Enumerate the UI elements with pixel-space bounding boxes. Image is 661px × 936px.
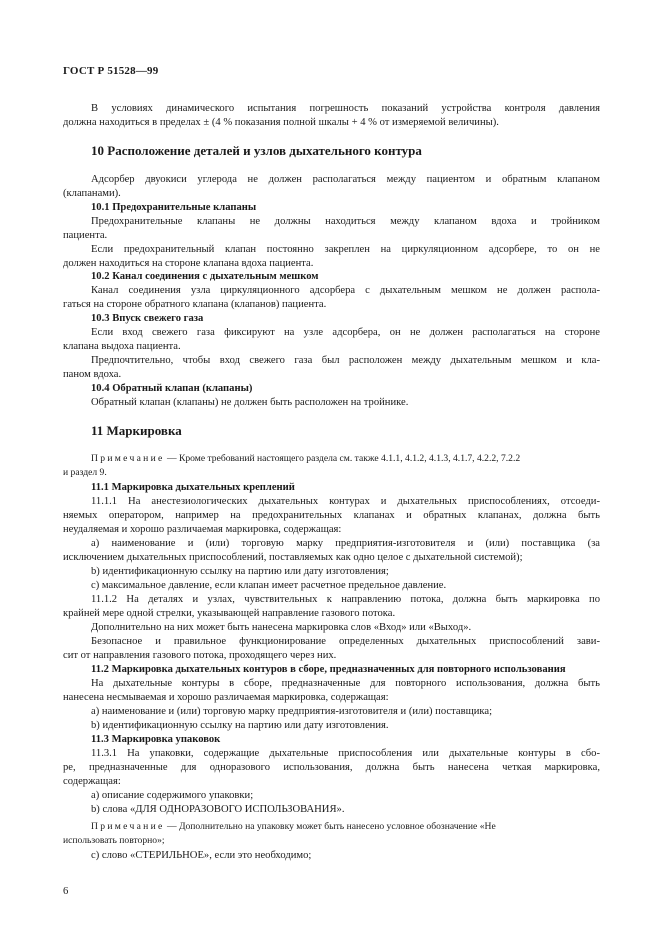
s11-1-p2-line-1: 11.1.2 На деталях и узлах, чувствительных к направлению потока, должна быть маркировка по: [91, 594, 600, 605]
s11-3-item-a: а) описание содержимого упаковки;: [91, 790, 254, 801]
subsection-11-3-heading: 11.3 Маркировка упаковок: [91, 734, 221, 745]
s11-note-line-1: [91, 452, 600, 466]
page-number: 6: [63, 886, 69, 897]
document-header: ГОСТ Р 51528—99: [63, 65, 159, 77]
s10-3-p1-line-2: клапана выдоха пациента.: [63, 341, 181, 352]
s11-3-note-line-1: [91, 820, 600, 834]
s10-3-p2-line-2: паном вдоха.: [63, 369, 122, 380]
s10-1-p1-line-2: пациента.: [63, 230, 108, 241]
s11-1-item-a-line-1: а) наименование и (или) торговую марку предприятия-изготовителя и (или) поставщика (за: [91, 538, 600, 549]
s11-1-item-b: b) идентификационную ссылку на партию или дату изготовления;: [91, 566, 389, 577]
subsection-10-3-heading: 10.3 Впуск свежего газа: [91, 313, 204, 324]
s11-1-p1-line-2: няемых оператором, например на предохранительных клапанах и обратных клапанах, должна быть: [63, 510, 600, 521]
s10-p1-line-1: Адсорбер двуокиси углерода не должен располагаться между пациентом и обратным клапаном: [91, 174, 600, 185]
s11-note-line-2: и раздел 9.: [63, 467, 107, 478]
note-label: Примечание: [91, 453, 165, 464]
s10-2-p1-line-2: гаться на стороне обратного клапана (клапанов) пациента.: [63, 299, 327, 310]
note-label: Примечание: [91, 821, 165, 832]
s10-4-p1: Обратный клапан (клапаны) не должен быть расположен на тройнике.: [91, 397, 409, 408]
s11-1-p4-line-1: Безопасное и правильное функционирование определенных дыхательных приспособлений зави-: [91, 636, 600, 647]
subsection-10-2-heading: 10.2 Канал соединения с дыхательным мешком: [91, 271, 319, 282]
s11-1-item-c: с) максимальное давление, если клапан имеет расчетное предельное давление.: [91, 580, 447, 591]
s10-3-p2-line-1: Предпочтительно, чтобы вход свежего газа был расположен между дыхательным мешком и кла-: [91, 355, 600, 366]
s11-1-p2-line-2: крайней мере одной стрелки, указывающей направление газового потока.: [63, 608, 396, 619]
s11-3-p1-line-2: ре, предназначенные для одноразового использования, должна быть нанесена четкая маркировка,: [63, 762, 600, 773]
s11-1-p1-line-3: неудаляемая и хорошо различаемая маркировка, содержащая:: [63, 524, 342, 535]
subsection-10-4-heading: 10.4 Обратный клапан (клапаны): [91, 383, 253, 394]
s10-1-p2-line-1: Если предохранительный клапан постоянно закреплен на циркуляционном адсорбере, то он не: [91, 244, 600, 255]
s10-1-p2-line-2: должен находиться на стороне клапана вдоха пациента.: [63, 258, 314, 269]
s11-3-p1-line-3: содержащая:: [63, 776, 121, 787]
s11-1-item-a-line-2: исключением дыхательных приспособлений, поставляемых как одно целое с дыхательной системой);: [63, 552, 523, 563]
intro-line-2: должна находиться в пределах ± (4 % показания полной шкалы + 4 % от измеряемой величины).: [63, 117, 499, 128]
section-11-heading: 11 Маркировка: [91, 423, 182, 438]
s11-3-note-line-2: использовать повторно»;: [63, 835, 165, 846]
s10-p1-line-2: (клапанами).: [63, 188, 121, 199]
section-10-heading: 10 Расположение деталей и узлов дыхательного контура: [91, 143, 422, 158]
s11-1-p4-line-2: сит от направления газового потока, проходящего через них.: [63, 650, 337, 661]
s11-1-p1-line-1: 11.1.1 На анестезиологических дыхательных контурах и дыхательных приспособлениях, отсоеди-: [91, 496, 600, 507]
s11-2-item-b: b) идентификационную ссылку на партию или дату изготовления.: [91, 720, 389, 731]
note-text: — Кроме требований настоящего раздела см. также 4.1.1, 4.1.2, 4.1.3, 4.1.7, 4.2.2, 7.2.2: [164, 453, 521, 464]
s11-2-p1-line-2: нанесена несмываемая и хорошо различаемая маркировка, содержащая:: [63, 692, 389, 703]
s11-3-p1-line-1: 11.3.1 На упаковки, содержащие дыхательные приспособления или дыхательные контуры в сбо-: [91, 748, 600, 759]
subsection-11-2-heading: 11.2 Маркировка дыхательных контуров в сборе, предназначенных для повторного использования: [91, 664, 566, 675]
s11-2-item-a: а) наименование и (или) торговую марку предприятия-изготовителя и (или) поставщика;: [91, 706, 493, 717]
subsection-10-1-heading: 10.1 Предохранительные клапаны: [91, 202, 257, 213]
s11-3-item-b: b) слова «ДЛЯ ОДНОРАЗОВОГО ИСПОЛЬЗОВАНИЯ».: [91, 804, 345, 815]
s11-1-p3: Дополнительно на них может быть нанесена маркировка слов «Вход» или «Выход».: [91, 622, 472, 633]
s10-2-p1-line-1: Канал соединения узла циркуляционного адсорбера с дыхательным мешком не должен распола-: [91, 285, 600, 296]
s10-1-p1-line-1: Предохранительные клапаны не должны находиться между клапаном вдоха и тройником: [91, 216, 600, 227]
s11-2-p1-line-1: На дыхательные контуры в сборе, предназначенные для повторного использования, должна быть: [91, 678, 600, 689]
subsection-11-1-heading: 11.1 Маркировка дыхательных креплений: [91, 482, 295, 493]
note-text: — Дополнительно на упаковку может быть нанесено условное обозначение «Не: [164, 821, 496, 832]
s11-3-item-c: с) слово «СТЕРИЛЬНОЕ», если это необходимо;: [91, 850, 312, 861]
s10-3-p1-line-1: Если вход свежего газа фиксируют на узле адсорбера, он не должен располагаться на стороне: [91, 327, 600, 338]
intro-line-1: В условиях динамического испытания погрешность показаний устройства контроля давления: [91, 103, 600, 114]
